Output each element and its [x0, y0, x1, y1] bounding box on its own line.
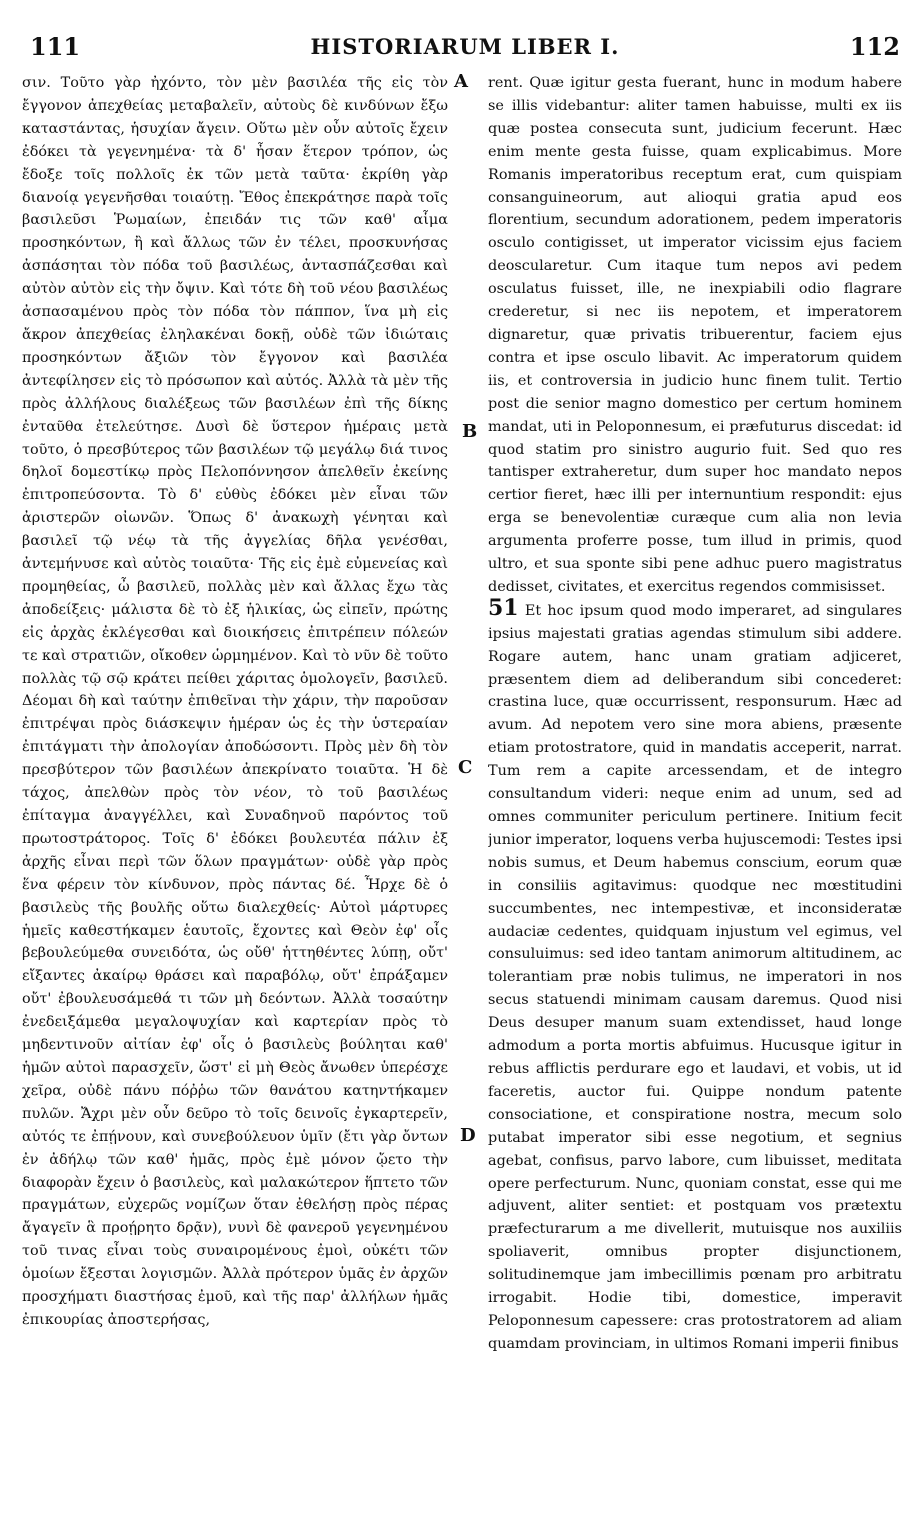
greek-column — [22, 72, 448, 1522]
latin-paragraph-2 — [488, 594, 902, 1356]
page-header — [30, 32, 900, 62]
page-number-right: 112 — [849, 32, 900, 61]
margin-letter-c: C — [458, 757, 473, 778]
margin-letter-b: B — [462, 421, 478, 442]
margin-letter-d: D — [460, 1125, 476, 1146]
margin-letter-a: A — [454, 71, 468, 92]
latin-column — [488, 72, 902, 1522]
latin-paragraph-1: rent. Quæ igitur gesta fuerant, hunc in modum habere se illis videbantur: aliter tamen habuisse, multi ex iis quæ postea consecuta sunt, judicium fecerunt. Hæc enim mente gesta fuisse, quam explicabimus. More Romanis imperatoribus receptum erat, cum quispiam consanguineorum, aut alioqui gratia apud eos florentium, secundum adorationem, pedem imperatoris osculo contigisset, ut imperator vicissim ejus faciem deoscularetur. Cum itaque tum nepos avi pedem osculatus fuisset, ille, ne inexpiabili odio flagrare crederetur, si nec iis nepotem, et imperatorem dignaretur, quæ privatis tribuerentur, faciem ejus contra et ipse osculo libavit. Ac imperatorum quidem iis, et controversia in judicio hunc finem tulit. Tertio post die senior magno domestico per certum hominem mandat, uti in Peloponnesum, ei præfuturus discedat: id quod statim pro sinistro augurio fuit. Sed quo res tantisper extraheretur, dum super hoc mandato nepos certior fieret, hæc illi per internuntium respondit: ejus erga se benevolentiæ curæque cum alia non levia argumenta proferre posse, tum illud in primis, quod ultro, et sua sponte sibi pene adhuc puero magistratus dedisset, civitates, et exercitus regendos commisisset. — [488, 75, 902, 595]
section-number: 51 — [488, 594, 519, 621]
page-number-left: 111 — [30, 32, 81, 61]
greek-text: σιν. Τοῦτο γὰρ ἠχόντο, τὸν μὲν βασιλέα τῆς εἰς τὸν ἔγγονον ἀπεχθείας μεταβαλεῖν, αὐτοὺς δὲ κινδύνων ἔξω καταστάντας, ἡσυχίαν ἄγειν. Οὕτω μὲν οὖν αὐτοῖς ἔχειν ἐδόκει τὰ γεγενημένα· τὰ δ' ἦσαν ἕτερον τρόπον, ὡς ἔδοξε τοῖς πολλοῖς ἐκ τῶν μετὰ ταῦτα· ἐκρίθη γὰρ διανοίᾳ γεγενῆσθαι τοιαύτῃ. Ἔθος ἐπεκράτησε παρὰ τοῖς βασιλεῦσι Ῥωμαίων, ἐπειδάν τις τῶν καθ' αἷμα προσηκόντων, ἢ καὶ ἄλλως τῶν ἐν τέλει, προσκυνήσας ἀσπάσηται τὸν πόδα τοῦ βασιλέως, ἀντασπάζεσθαι καὶ αὐτὸν αὐτὸν εἰς τὴν ὄψιν. Καὶ τότε δὴ τοῦ νέου βασιλέως ἀσπασαμένου πρὸς τὸν πόδα τὸν πάππον, ἵνα μὴ εἰς ἄκρον ἀπεχθείας ἐληλακέναι δοκῇ, οὐδὲ τῶν ἰδιώταις προσηκόντων ἄξιῶν τὸν ἔγγονον καὶ βασιλέα ἀντεφίλησεν εἰς τὸ πρόσωπον καὶ αὐτός. Ἀλλὰ τὰ μὲν τῆς πρὸς ἀλλήλους διαλέξεως τῶν βασιλέων ἐπὶ τῆς δίκης ἐνταῦθα ἐτελεύτησε. Δυσὶ δὲ ὕστερον ἡμέραις μετὰ τοῦτο, ὁ πρεσβύτερος τῶν βασιλέων τῷ μεγάλῳ διά τινος δηλοῖ δομεστίκῳ πρὸς Πελοπόννησον ἀπελθεῖν ἐκείνης ἐπιτροπεύσοντα. Τὸ δ' εὐθὺς ἐδόκει μὲν εἶναι τῶν ἀριστερῶν οἰωνῶν. Ὅπως δ' ἀνακωχὴ γένηται καὶ βασιλεῖ τῷ νέῳ τὰ τῆς ἀγγελίας δῆλα γενέσθαι, ἀντεμήνυσε καὶ αὐτὸς τοιαῦτα· Τῆς εἰς ἐμὲ εὐμενείας καὶ προμηθείας, ὦ βασιλεῦ, πολλὰς μὲν καὶ ἄλλας ἔχω τὰς ἀποδείξεις· μάλιστα δὲ τὸ ἐξ ἡλικίας, ὡς εἰπεῖν, πρώτης εἰς ἀρχὰς ἐκλέγεσθαι καὶ διοικήσεις ἐπιτρέπειν πόλεών τε καὶ στρατιῶν, οἴκοθεν ὡρμημένον. Καὶ τὸ νῦν δὲ τοῦτο πολλὰς τῷ σῷ κράτει πείθει χάριτας ὁμολογεῖν, βασιλεῦ. Δέομαι δὴ καὶ ταύτην ἐπιθεῖναι τὴν χάριν, τὴν παροῦσαν ἐπιτρέψαι πρὸς διάσκεψιν ἡμέραν ὡς ἐς τὴν ὑστεραίαν ἐπιτάγματι τὴν ἀπολογίαν ἀποδώσοντι. Πρὸς μὲν δὴ τὸν πρεσβύτερον τῶν βασιλέων ἀπεκρίνατο τοιαῦτα. Ἡ δὲ τάχος, ἀπελθὼν πρὸς τὸν νέον, τὸ τοῦ βασιλέως ἐπίταγμα ἀναγγέλλει, καὶ Συναδηνοῦ παρόντος τοῦ πρωτοστράτορος. Τοῖς δ' ἐδόκει βουλευτέα πάλιν ἐξ ἀρχῆς εἶναι περὶ τῶν ὅλων πραγμάτων· οὐδὲ γὰρ πρὸς ἕνα φέρειν τὸν κίνδυνον, πρὸς πάντας δέ. Ἦρχε δὲ ὁ βασιλεὺς τῆς βουλῆς οὕτω διαλεχθείς· Αὐτοὶ μάρτυρες ἡμεῖς καθεστήκαμεν ἑαυτοῖς, ἔχοντες καὶ Θεὸν ἐφ' οἷς βεβουλεύμεθα συνειδότα, ὡς οὔθ' ἡττηθέντες λύπῃ, οὔτ' εἴξαντες ἀκαίρῳ θράσει καὶ παραβόλῳ, οὔτ' ἐπράξαμεν οὔτ' ἐβουλευσάμεθά τι τῶν μὴ δεόντων. Ἀλλὰ τοσαύτην ἐνεδειξάμεθα μεγαλοψυχίαν καὶ καρτερίαν πρὸς τὸ μηδεντινοῦν αἰτίαν ἐφ' οἷς ὁ βασιλεὺς βούληται καθ' ἡμῶν αὐτοὶ παρασχεῖν, ὥστ' εἰ μὴ Θεὸς ἄνωθεν ὑπερέσχε χεῖρα, οὐδὲ πάνυ πόῤῥω τῶν θανάτου κατηντήκαμεν πυλῶν. Ἄχρι μὲν οὖν δεῦρο τὸ τοῖς δεινοῖς ἐγκαρτερεῖν, αὐτός τε ἐπῄνουν, καὶ συνεβούλευον ὑμῖν (ἔτι γὰρ ὄντων ἐν ἀδήλῳ τῶν καθ' ἡμᾶς, πρὸς ἐμὲ μόνον ᾤετο τὴν διαφορὰν ἔχειν ὁ βασιλεὺς, καὶ μαλακώτερον ἥπτετο τῶν πραγμάτων, εὐχερῶς νομίζων ὅταν ἐθελήσῃ πρὸς πέρας ἄγαγεῖν ἃ προῄρητο δρᾷν), νυνὶ δὲ φανεροῦ γεγενημένου τοῦ τινας εἶναι τοὺς συναιρομένους ἐμοὶ, οὐκέτι τῶν ὁμοίων ἔξεσται λογισμῶν. Ἀλλὰ πρότερον ὑμᾶς ἐν ἀρχῶν προσχήματι διαστήσας ἐμοῦ, καὶ τῆς παρ' ἀλλήλων ἡμᾶς ἐπικουρίας ἀποστερήσας, — [22, 75, 448, 1328]
latin-paragraph-2-text: Et hoc ipsum quod modo imperaret, ad singulares ipsius majestati gratias agendas stimulum sibi addere. Rogare autem, hanc unam gratiam adjiceret, præsentem diem ad deliberandum sibi concederet: crastina luce, quæ occurrissent, responsurum. Hæc ad avum. Ad nepotem vero sine mora abiens, præsente etiam protostratore, quid in mandatis acceperit, narrat. Tum rem a capite arcessendam, et de integro consultandum videri: neque enim ad unum, sed ad omnes communiter periculum pertinere. Initium fecit junior imperator, loquens verba hujuscemodi: Testes ipsi nobis sumus, et Deum habemus conscium, eorum quæ in consiliis agitavimus: quodque nec mœstitudini succumbentes, nec intempestivæ, et inconsideratæ audaciæ cedentes, quidquam injustum vel egimus, vel consuluimus: sed ideo tantam animorum altitudinem, ac tolerantiam præ nobis tulimus, ne imperatori in nos secus statuendi minimam causam daremus. Quod nisi Deus desuper manum suam extendisset, haud longe admodum a porta mortis abfuimus. Hucusque igitur in rebus afflictis perdurare ego et laudavi, et vobis, ut id faceretis, auctor fui. Quippe nondum patente consociatione, et conspiratione nostra, mecum solo putabat imperator sibi esse negotium, et segnius agebat, confisus, parvo labore, cum libuisset, meditata opere perfecturum. Nunc, quoniam constat, esse qui me adjuvent, aliter sentiet: et postquam vos prætextu præfecturarum a me divellerit, mutuisque nos auxiliis spoliaverit, omnibus propter disjunctionem, solitudinemque jam imbecillimis pœnam pro arbitratu irrogabit. Hodie tibi, domestice, imperavit Peloponnesum capessere: cras protostratorem ad aliam quamdam provinciam, in ultimos Romani imperii finibus — [488, 602, 902, 1352]
running-title: HISTORIARUM LIBER I. — [310, 34, 620, 59]
